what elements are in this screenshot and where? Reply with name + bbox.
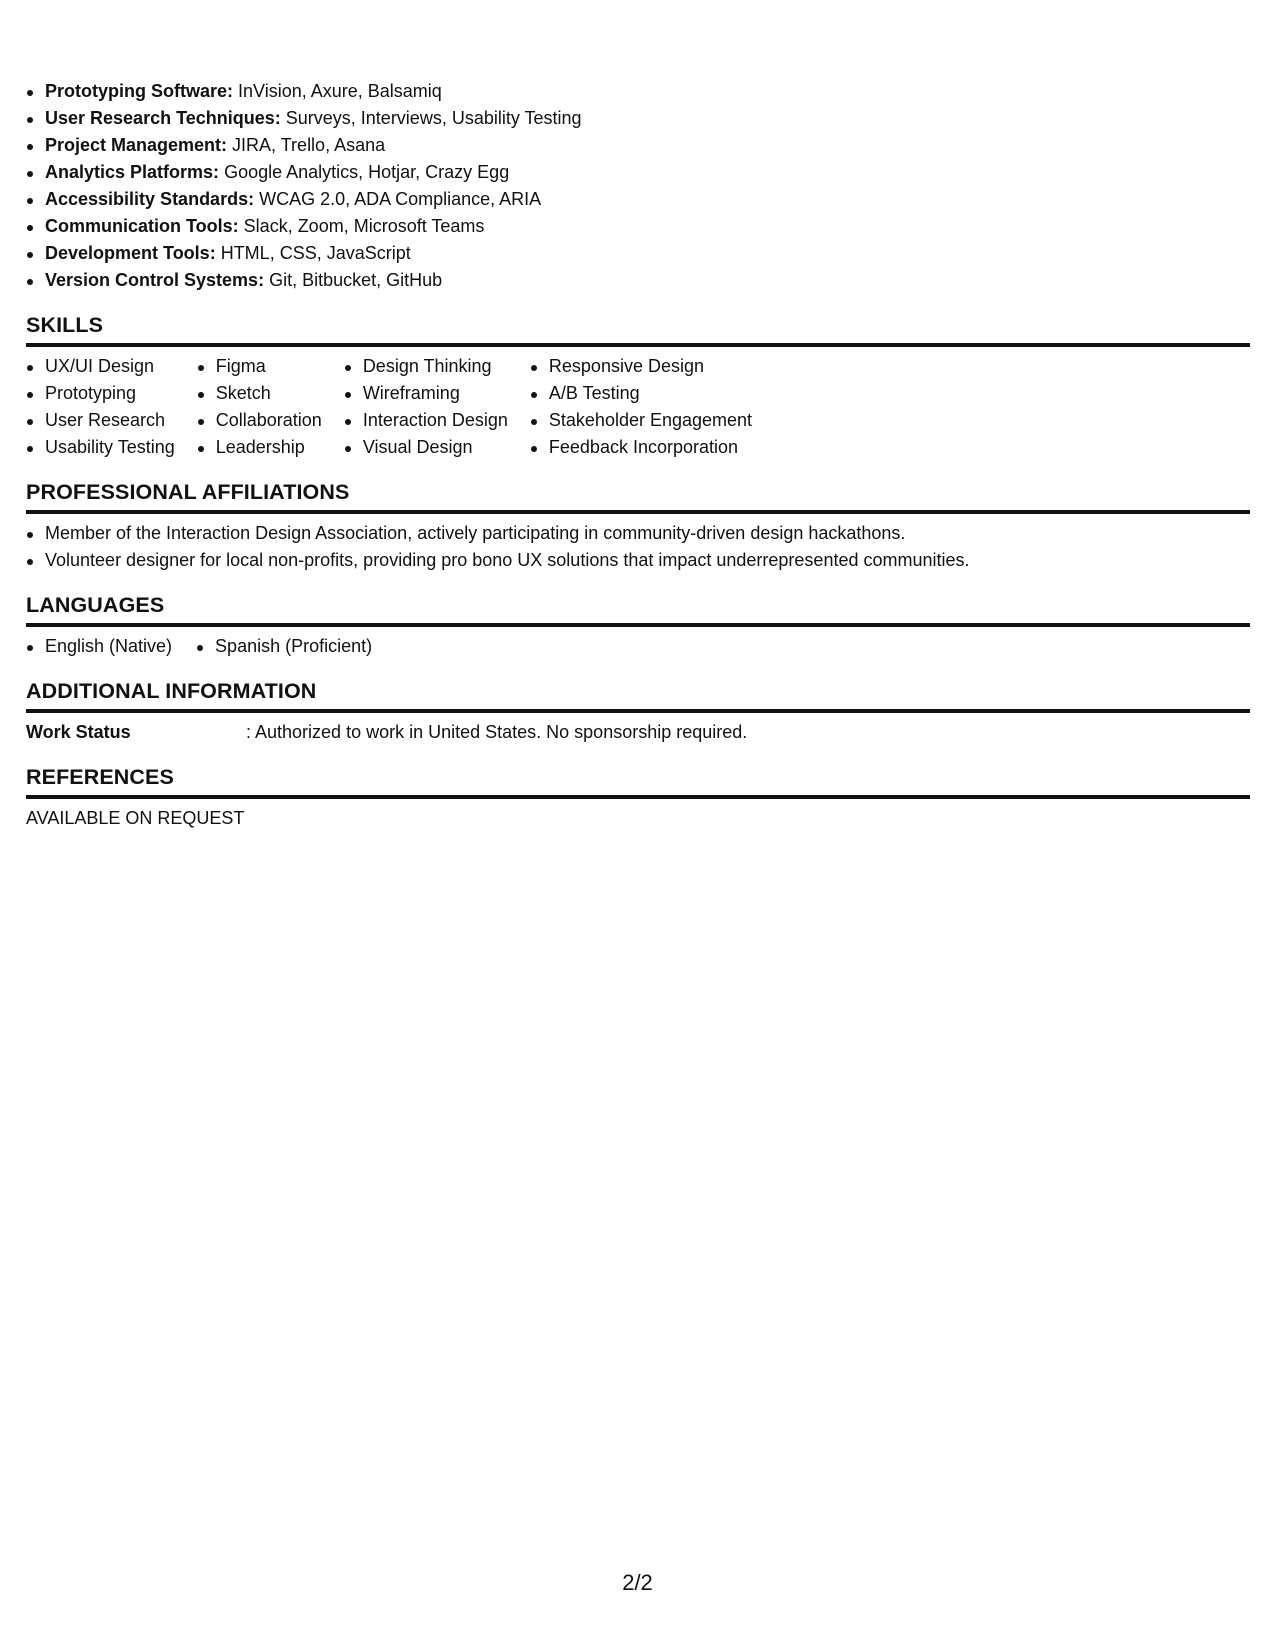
affiliations-heading: PROFESSIONAL AFFILIATIONS [26,479,1250,514]
additional-info-heading: ADDITIONAL INFORMATION [26,678,1250,713]
tools-item [26,105,1250,132]
skill-item: UX/UI Design [26,353,175,380]
tools-item [26,78,1250,105]
skill-item: Prototyping [26,380,175,407]
resume-page [26,78,1250,832]
language-item: Spanish (Proficient) [196,633,372,660]
skill-item: Figma [197,353,322,380]
skill-item: Leadership [197,434,322,461]
skills-column [530,353,752,461]
tools-item-label: Prototyping Software: [45,81,233,101]
tools-item [26,159,1250,186]
skill-item: User Research [26,407,175,434]
skills-column [197,353,322,461]
tools-item-label: Version Control Systems: [45,270,265,290]
work-status-row [26,719,1250,746]
skill-item: Visual Design [344,434,508,461]
tools-item-value: HTML, CSS, JavaScript [215,243,411,263]
skill-item: Responsive Design [530,353,752,380]
skills-grid [26,353,1250,461]
skill-item: Usability Testing [26,434,175,461]
tools-item [26,267,1250,294]
work-status-value: : Authorized to work in United States. No sponsorship required. [246,722,748,742]
references-text: AVAILABLE ON REQUEST [26,808,245,828]
tools-item [26,213,1250,240]
work-status-label: Work Status [26,722,131,742]
tools-item-value: Surveys, Interviews, Usability Testing [280,108,582,128]
tools-item-label: User Research Techniques: [45,108,281,128]
tools-item-label: Development Tools: [45,243,216,263]
skills-column [26,353,175,461]
tools-item-label: Project Management: [45,135,228,155]
languages-list [26,633,1250,660]
tools-item-value: Git, Bitbucket, GitHub [264,270,443,290]
skill-item: Feedback Incorporation [530,434,752,461]
tools-item-value: JIRA, Trello, Asana [227,135,386,155]
tools-item-value: Google Analytics, Hotjar, Crazy Egg [219,162,510,182]
skill-item: Design Thinking [344,353,508,380]
tools-item-label: Communication Tools: [45,216,239,236]
skill-item: Interaction Design [344,407,508,434]
affiliations-list [26,520,1250,574]
tools-item [26,240,1250,267]
skills-column [344,353,508,461]
tools-item-label: Accessibility Standards: [45,189,255,209]
skill-item: Wireframing [344,380,508,407]
tools-item-value: WCAG 2.0, ADA Compliance, ARIA [254,189,542,209]
tools-item [26,132,1250,159]
affiliation-item: Member of the Interaction Design Association, actively participating in community-driven design hackathons. [26,520,1250,547]
language-item: English (Native) [26,633,172,660]
tools-item-value: Slack, Zoom, Microsoft Teams [238,216,485,236]
references-heading: REFERENCES [26,764,1250,799]
tools-item-value: InVision, Axure, Balsamiq [233,81,442,101]
languages-heading: LANGUAGES [26,592,1250,627]
affiliation-item: Volunteer designer for local non-profits, providing pro bono UX solutions that impact underrepresented communities. [26,547,1250,574]
tools-list [26,78,1250,294]
skill-item: Collaboration [197,407,322,434]
skill-item: A/B Testing [530,380,752,407]
skill-item: Stakeholder Engagement [530,407,752,434]
tools-item-label: Analytics Platforms: [45,162,220,182]
skill-item: Sketch [197,380,322,407]
tools-item [26,186,1250,213]
skills-heading: SKILLS [26,312,1250,347]
page-number: 2/2 [622,1570,653,1595]
